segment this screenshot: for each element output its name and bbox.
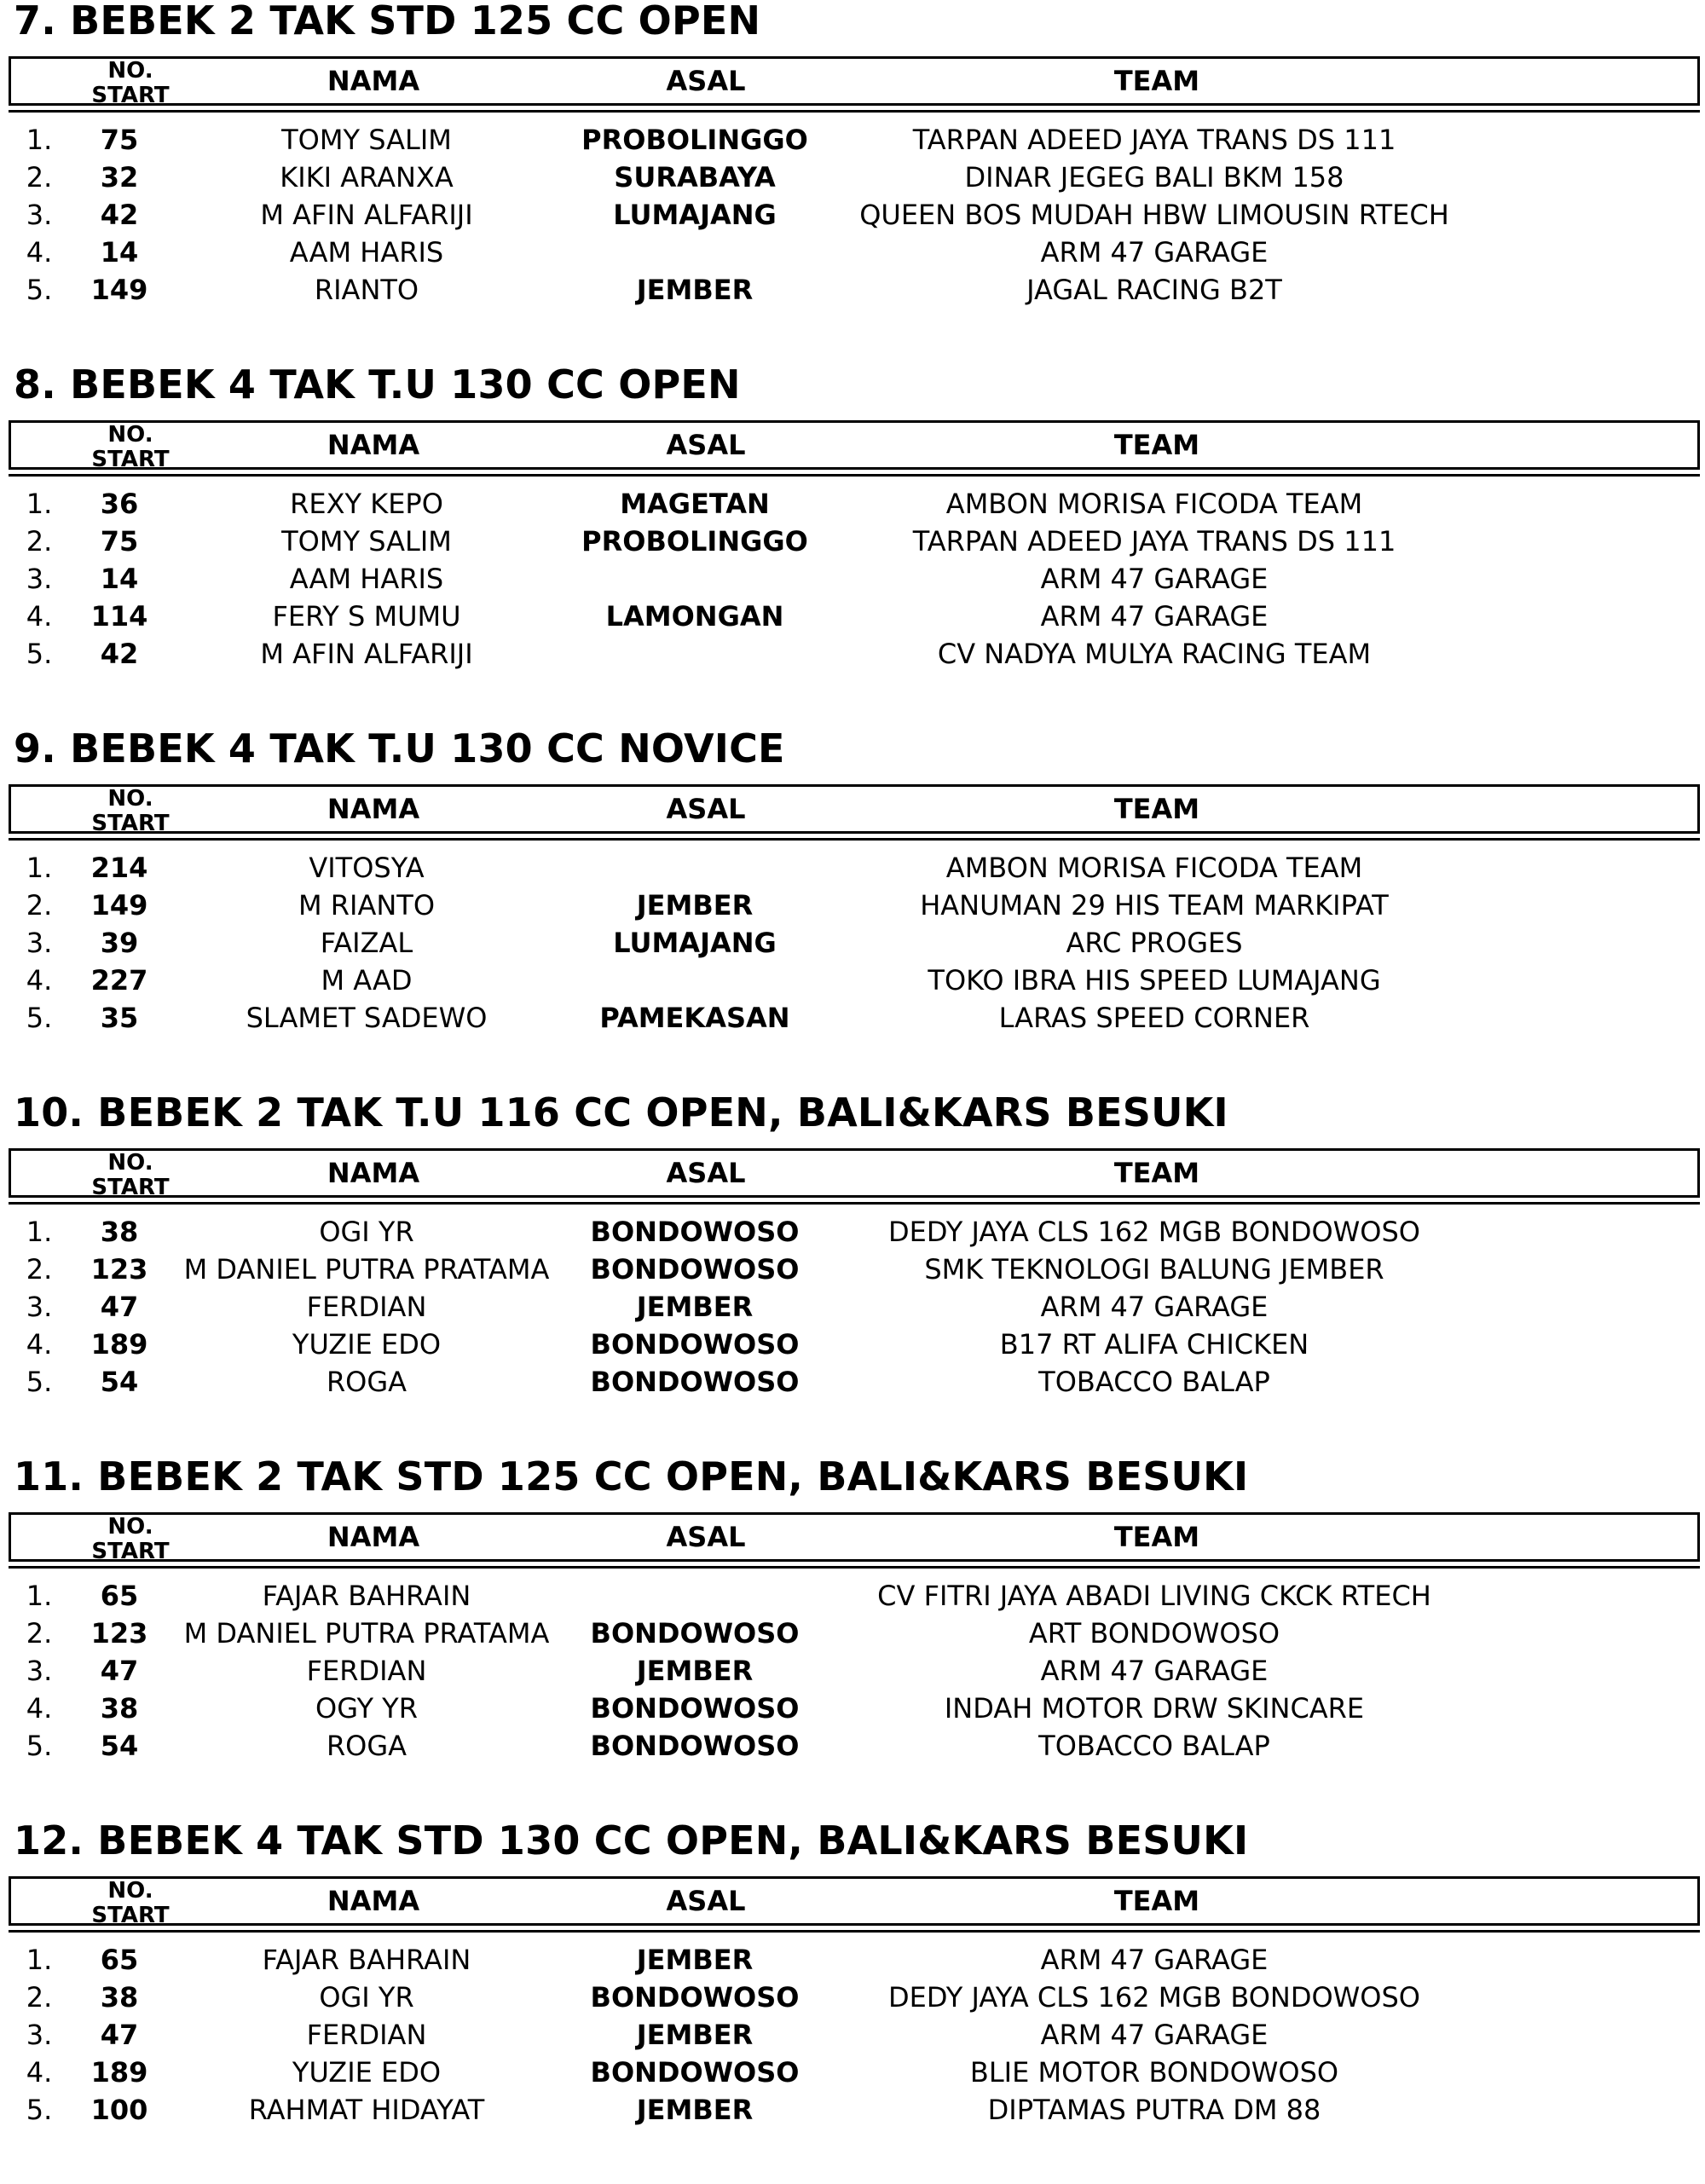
start-number: 149	[90, 274, 148, 306]
rider-origin: JEMBER	[636, 889, 754, 922]
start-number: 47	[100, 1291, 139, 1323]
start-number: 42	[100, 638, 139, 670]
position: 3.	[26, 563, 53, 595]
start-number: 32	[100, 161, 139, 194]
table-row	[0, 1326, 1705, 1363]
rider-team: ARM 47 GARAGE	[1040, 1944, 1269, 1976]
rider-origin: MAGETAN	[620, 488, 770, 520]
rider-origin: BONDOWOSO	[590, 1216, 800, 1248]
start-number: 38	[100, 1981, 139, 2014]
rider-origin: BONDOWOSO	[590, 1328, 800, 1361]
rider-team: ARM 47 GARAGE	[1040, 1655, 1269, 1687]
rider-name: FAJAR BAHRAIN	[262, 1580, 471, 1612]
position: 2.	[26, 1253, 53, 1286]
position: 1.	[26, 1216, 53, 1248]
rider-name: YUZIE EDO	[292, 1328, 442, 1361]
table-row	[0, 560, 1705, 598]
header-no-start: NO. START	[91, 786, 170, 836]
table-header	[9, 1876, 1700, 1926]
rider-origin: BONDOWOSO	[590, 2056, 800, 2089]
race-class-section	[0, 0, 1705, 364]
position: 4.	[26, 2056, 53, 2089]
table-row	[0, 159, 1705, 196]
rider-name: REXY KEPO	[290, 488, 443, 520]
table-row	[0, 1690, 1705, 1727]
rider-name: FERDIAN	[306, 2019, 427, 2051]
rider-origin: BONDOWOSO	[590, 1253, 800, 1286]
rider-origin: LUMAJANG	[613, 199, 777, 231]
start-number: 54	[100, 1366, 139, 1398]
table-row	[0, 1652, 1705, 1690]
table-row	[0, 1288, 1705, 1326]
start-number: 54	[100, 1730, 139, 1762]
rider-team: TOBACCO BALAP	[1038, 1730, 1270, 1762]
rider-origin: PROBOLINGGO	[581, 525, 808, 558]
start-number: 189	[90, 1328, 148, 1361]
table-row	[0, 1213, 1705, 1251]
start-number: 65	[100, 1944, 139, 1976]
header-nama: NAMA	[327, 65, 420, 97]
table-header	[9, 420, 1700, 470]
table-row	[0, 598, 1705, 635]
header-nama: NAMA	[327, 429, 420, 461]
header-no-start: NO. START	[91, 1150, 170, 1200]
start-number: 39	[100, 927, 139, 959]
rider-team: TOKO IBRA HIS SPEED LUMAJANG	[928, 964, 1381, 997]
header-no-start: NO. START	[91, 58, 170, 108]
start-number: 227	[90, 964, 148, 997]
position: 5.	[26, 1730, 53, 1762]
rider-team: SMK TEKNOLOGI BALUNG JEMBER	[924, 1253, 1384, 1286]
position: 4.	[26, 964, 53, 997]
rider-team: HANUMAN 29 HIS TEAM MARKIPAT	[920, 889, 1389, 922]
rider-team: ARM 47 GARAGE	[1040, 2019, 1269, 2051]
rider-origin: SURABAYA	[614, 161, 776, 194]
table-row	[0, 962, 1705, 999]
position: 1.	[26, 124, 53, 156]
table-row	[0, 1251, 1705, 1288]
rider-name: RAHMAT HIDAYAT	[248, 2094, 485, 2126]
table-row	[0, 849, 1705, 887]
rider-team: ARC PROGES	[1066, 927, 1243, 959]
table-header	[9, 1148, 1700, 1198]
rider-origin: PROBOLINGGO	[581, 124, 808, 156]
race-class-title: 11. BEBEK 2 TAK STD 125 CC OPEN, BALI&KARS BESUKI	[14, 1453, 1249, 1499]
rider-name: FAIZAL	[320, 927, 413, 959]
rider-origin: JEMBER	[636, 1944, 754, 1976]
position: 3.	[26, 1291, 53, 1323]
rider-team: DEDY JAYA CLS 162 MGB BONDOWOSO	[888, 1981, 1420, 2014]
rider-team: CV FITRI JAYA ABADI LIVING CKCK RTECH	[877, 1580, 1431, 1612]
position: 5.	[26, 1002, 53, 1034]
position: 3.	[26, 1655, 53, 1687]
rider-team: ARM 47 GARAGE	[1040, 600, 1269, 633]
start-number: 123	[90, 1253, 148, 1286]
rider-name: M AFIN ALFARIJI	[260, 199, 473, 231]
rider-origin: JEMBER	[636, 1291, 754, 1323]
header-asal: ASAL	[666, 1885, 746, 1917]
rider-name: FAJAR BAHRAIN	[262, 1944, 471, 1976]
header-asal: ASAL	[666, 65, 746, 97]
position: 2.	[26, 1617, 53, 1650]
start-number: 35	[100, 1002, 139, 1034]
rider-origin: BONDOWOSO	[590, 1730, 800, 1762]
rider-team: TARPAN ADEED JAYA TRANS DS 111	[912, 124, 1396, 156]
start-number: 14	[100, 563, 139, 595]
rider-team: DEDY JAYA CLS 162 MGB BONDOWOSO	[888, 1216, 1420, 1248]
table-row	[0, 924, 1705, 962]
start-number: 38	[100, 1216, 139, 1248]
rider-team: LARAS SPEED CORNER	[998, 1002, 1310, 1034]
table-row	[0, 523, 1705, 560]
header-team: TEAM	[1113, 1157, 1200, 1189]
header-nama: NAMA	[327, 793, 420, 825]
rider-name: AAM HARIS	[289, 563, 444, 595]
rider-name: RIANTO	[314, 274, 419, 306]
position: 4.	[26, 236, 53, 269]
rider-origin: BONDOWOSO	[590, 1981, 800, 2014]
rider-name: M AFIN ALFARIJI	[260, 638, 473, 670]
rider-name: AAM HARIS	[289, 236, 444, 269]
start-number: 123	[90, 1617, 148, 1650]
position: 3.	[26, 199, 53, 231]
table-row	[0, 887, 1705, 924]
rider-team: ARM 47 GARAGE	[1040, 1291, 1269, 1323]
header-team: TEAM	[1113, 65, 1200, 97]
rider-team: TARPAN ADEED JAYA TRANS DS 111	[912, 525, 1396, 558]
race-class-section	[0, 1089, 1705, 1456]
position: 4.	[26, 1692, 53, 1725]
header-asal: ASAL	[666, 1157, 746, 1189]
header-asal: ASAL	[666, 429, 746, 461]
rider-name: M DANIEL PUTRA PRATAMA	[183, 1253, 550, 1286]
rider-origin: JEMBER	[636, 2094, 754, 2126]
start-number: 214	[90, 852, 148, 884]
start-number: 65	[100, 1580, 139, 1612]
position: 5.	[26, 1366, 53, 1398]
table-row	[0, 196, 1705, 234]
race-class-section	[0, 1453, 1705, 1820]
rider-origin: LUMAJANG	[613, 927, 777, 959]
start-number: 100	[90, 2094, 148, 2126]
rider-name: FERDIAN	[306, 1655, 427, 1687]
position: 4.	[26, 600, 53, 633]
rider-team: ART BONDOWOSO	[1028, 1617, 1280, 1650]
rider-team: BLIE MOTOR BONDOWOSO	[969, 2056, 1339, 2089]
rider-name: M RIANTO	[298, 889, 435, 922]
header-no-start: NO. START	[91, 1514, 170, 1564]
position: 1.	[26, 488, 53, 520]
start-number: 47	[100, 1655, 139, 1687]
rider-name: M DANIEL PUTRA PRATAMA	[183, 1617, 550, 1650]
rider-team: QUEEN BOS MUDAH HBW LIMOUSIN RTECH	[859, 199, 1449, 231]
position: 5.	[26, 638, 53, 670]
header-asal: ASAL	[666, 1521, 746, 1553]
rider-name: OGI YR	[319, 1981, 414, 2014]
position: 2.	[26, 1981, 53, 2014]
header-team: TEAM	[1113, 1521, 1200, 1553]
rider-origin: PAMEKASAN	[599, 1002, 790, 1034]
race-class-section	[0, 361, 1705, 728]
rider-team: AMBON MORISA FICODA TEAM	[945, 488, 1363, 520]
table-row	[0, 2091, 1705, 2129]
rider-name: M AAD	[321, 964, 413, 997]
table-row	[0, 1363, 1705, 1401]
start-number: 189	[90, 2056, 148, 2089]
rider-name: SLAMET SADEWO	[246, 1002, 488, 1034]
position: 2.	[26, 525, 53, 558]
table-row	[0, 234, 1705, 271]
position: 3.	[26, 927, 53, 959]
rider-team: INDAH MOTOR DRW SKINCARE	[944, 1692, 1365, 1725]
position: 2.	[26, 161, 53, 194]
race-class-section	[0, 1817, 1705, 2184]
rider-origin: BONDOWOSO	[590, 1617, 800, 1650]
table-header	[9, 56, 1700, 106]
rider-origin: LAMONGAN	[605, 600, 784, 633]
table-row	[0, 485, 1705, 523]
race-class-title: 10. BEBEK 2 TAK T.U 116 CC OPEN, BALI&KARS BESUKI	[14, 1089, 1228, 1135]
race-class-title: 8. BEBEK 4 TAK T.U 130 CC OPEN	[14, 361, 741, 407]
position: 2.	[26, 889, 53, 922]
rider-team: CV NADYA MULYA RACING TEAM	[937, 638, 1372, 670]
header-team: TEAM	[1113, 1885, 1200, 1917]
rider-name: VITOSYA	[309, 852, 425, 884]
start-number: 14	[100, 236, 139, 269]
rider-team: DINAR JEGEG BALI BKM 158	[964, 161, 1344, 194]
rider-team: ARM 47 GARAGE	[1040, 236, 1269, 269]
start-number: 42	[100, 199, 139, 231]
rider-name: FERDIAN	[306, 1291, 427, 1323]
table-row	[0, 1727, 1705, 1765]
header-nama: NAMA	[327, 1885, 420, 1917]
table-row	[0, 635, 1705, 673]
start-number: 38	[100, 1692, 139, 1725]
rider-team: AMBON MORISA FICODA TEAM	[945, 852, 1363, 884]
rider-name: ROGA	[326, 1730, 407, 1762]
race-class-section	[0, 725, 1705, 1092]
rider-name: OGI YR	[319, 1216, 414, 1248]
table-row	[0, 1615, 1705, 1652]
start-number: 149	[90, 889, 148, 922]
rider-name: KIKI ARANXA	[280, 161, 454, 194]
rider-name: TOMY SALIM	[281, 124, 452, 156]
table-row	[0, 1577, 1705, 1615]
start-number: 47	[100, 2019, 139, 2051]
start-number: 75	[100, 124, 139, 156]
table-row	[0, 2054, 1705, 2091]
start-number: 36	[100, 488, 139, 520]
start-number: 75	[100, 525, 139, 558]
table-row	[0, 1941, 1705, 1979]
table-row	[0, 121, 1705, 159]
rider-name: ROGA	[326, 1366, 407, 1398]
table-header	[9, 1512, 1700, 1562]
header-nama: NAMA	[327, 1157, 420, 1189]
position: 1.	[26, 1580, 53, 1612]
rider-team: TOBACCO BALAP	[1038, 1366, 1270, 1398]
header-team: TEAM	[1113, 793, 1200, 825]
rider-name: OGY YR	[315, 1692, 418, 1725]
race-class-title: 9. BEBEK 4 TAK T.U 130 CC NOVICE	[14, 725, 785, 771]
header-nama: NAMA	[327, 1521, 420, 1553]
table-header	[9, 784, 1700, 834]
table-row	[0, 2016, 1705, 2054]
rider-team: DIPTAMAS PUTRA DM 88	[987, 2094, 1321, 2126]
rider-name: TOMY SALIM	[281, 525, 452, 558]
start-number: 114	[90, 600, 148, 633]
position: 4.	[26, 1328, 53, 1361]
header-asal: ASAL	[666, 793, 746, 825]
table-row	[0, 1979, 1705, 2016]
header-no-start: NO. START	[91, 422, 170, 472]
rider-team: JAGAL RACING B2T	[1026, 274, 1282, 306]
rider-team: B17 RT ALIFA CHICKEN	[999, 1328, 1309, 1361]
rider-origin: BONDOWOSO	[590, 1366, 800, 1398]
header-team: TEAM	[1113, 429, 1200, 461]
rider-name: YUZIE EDO	[292, 2056, 442, 2089]
position: 1.	[26, 1944, 53, 1976]
position: 5.	[26, 2094, 53, 2126]
rider-name: FERY S MUMU	[272, 600, 461, 633]
race-class-title: 12. BEBEK 4 TAK STD 130 CC OPEN, BALI&KARS BESUKI	[14, 1817, 1249, 1863]
rider-team: ARM 47 GARAGE	[1040, 563, 1269, 595]
position: 5.	[26, 274, 53, 306]
table-row	[0, 999, 1705, 1037]
rider-origin: JEMBER	[636, 2019, 754, 2051]
header-no-start: NO. START	[91, 1878, 170, 1928]
race-class-title: 7. BEBEK 2 TAK STD 125 CC OPEN	[14, 0, 761, 43]
rider-origin: JEMBER	[636, 1655, 754, 1687]
rider-origin: JEMBER	[636, 274, 754, 306]
table-row	[0, 271, 1705, 309]
rider-origin: BONDOWOSO	[590, 1692, 800, 1725]
position: 3.	[26, 2019, 53, 2051]
position: 1.	[26, 852, 53, 884]
